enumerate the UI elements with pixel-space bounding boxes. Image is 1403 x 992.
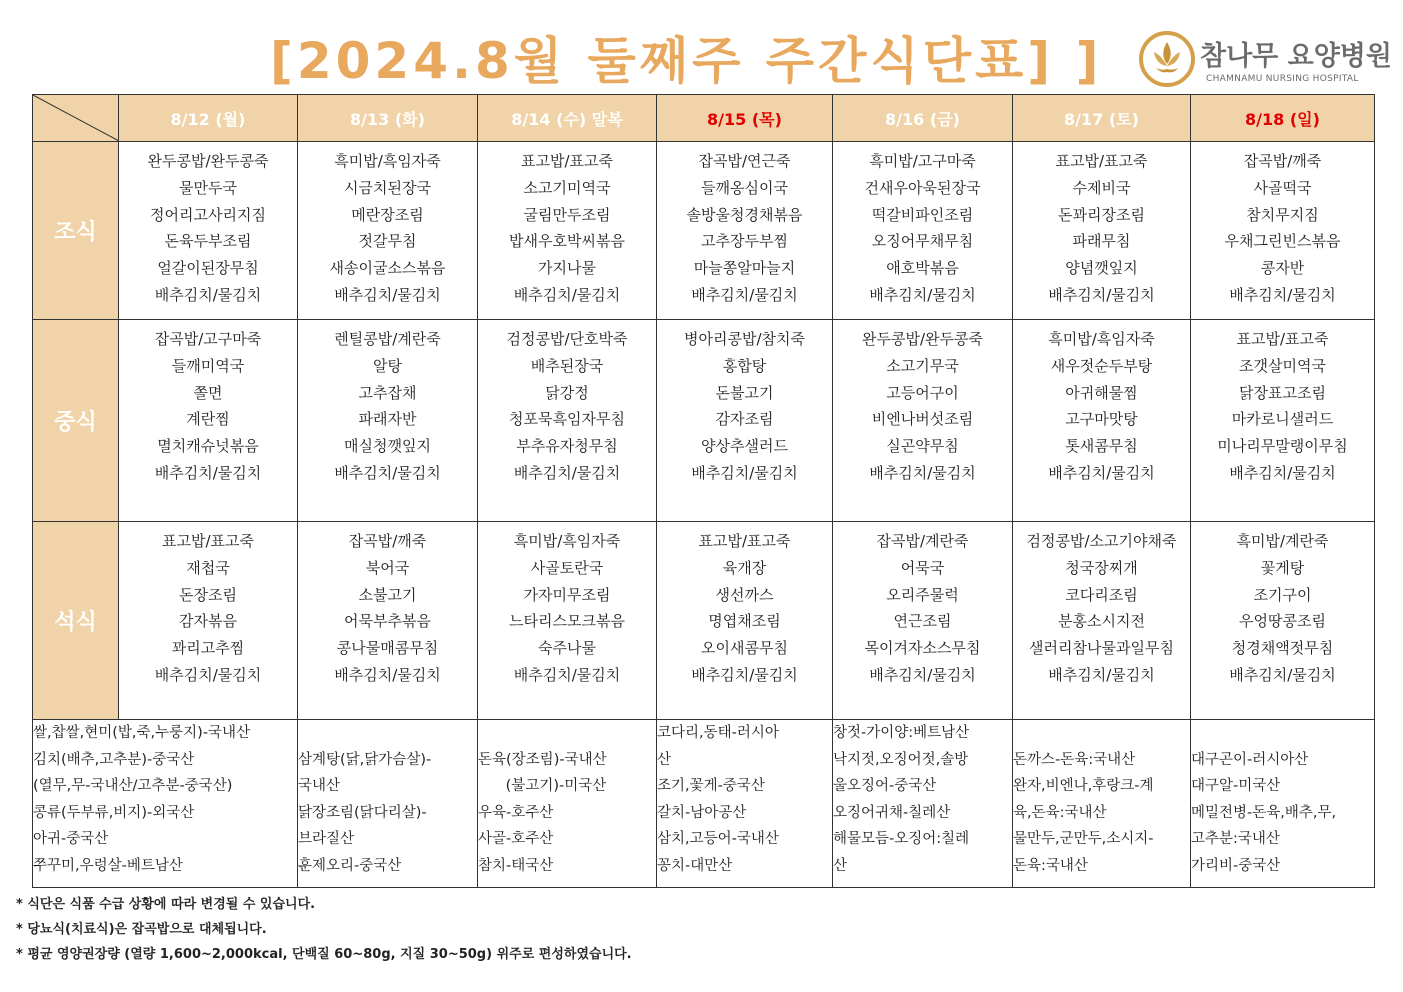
meal-row: [33, 142, 1375, 320]
menu-item: 병아리콩밥/참치죽: [684, 330, 805, 348]
origin-line: 산: [833, 857, 848, 874]
menu-item: 어묵국: [900, 558, 945, 577]
weekly-menu-table: [32, 94, 1375, 888]
menu-item: 표고밥/표고죽: [162, 532, 254, 550]
menu-cell: [833, 320, 1013, 522]
menu-item: 멸치캐슈넛볶음: [157, 437, 259, 456]
menu-item: 꽈리고추찜: [171, 639, 245, 658]
origin-line: 코다리,동태-러시아: [657, 725, 779, 741]
menu-item: 오이새콤무침: [701, 639, 788, 658]
menu-item: 분홍소시지전: [1058, 612, 1145, 631]
corner-cell: [33, 95, 119, 142]
day-header: 8/18 (일): [1191, 95, 1375, 142]
menu-item: 표고밥/표고죽: [1236, 330, 1329, 348]
meal-label: 조식: [33, 142, 119, 320]
origin-line: 육,돈육:국내산: [1013, 804, 1107, 821]
menu-item: 가지나물: [538, 259, 596, 278]
menu-item: 잡곡밥/계란죽: [876, 532, 969, 550]
menu-item: 닭강정: [545, 383, 589, 402]
menu-item: 가자미무조림: [523, 585, 611, 604]
menu-item: 톳새콤무침: [1065, 437, 1138, 456]
origin-line: 대구알-미국산: [1191, 778, 1281, 794]
menu-cell: [298, 522, 478, 720]
day-header-row: [33, 95, 1375, 142]
menu-item: 참치무지짐: [1246, 205, 1319, 224]
menu-item: 닭장표고조림: [1239, 383, 1326, 402]
day-header: 8/12 (월): [119, 95, 298, 142]
menu-item: 검정콩밥/단호박죽: [506, 330, 628, 348]
menu-item: 배추김치/물김치: [334, 665, 441, 684]
menu-item: 배추김치/물김치: [513, 463, 621, 482]
origin-line: 참치-태국산: [478, 857, 554, 874]
menu-item: 밥새우호박씨볶음: [509, 232, 625, 251]
origin-line: 돈육:국내산: [1013, 857, 1088, 874]
menu-item: 배추김치/물김치: [334, 463, 441, 482]
menu-item: 표고밥/표고죽: [521, 152, 613, 170]
origin-line: 고추분:국내산: [1191, 831, 1280, 847]
note-line: * 식단은 식품 수급 상황에 따라 변경될 수 있습니다.: [16, 897, 316, 912]
menu-item: 들깨미역국: [171, 356, 245, 375]
menu-item: 샐러리참나물과일무침: [1029, 639, 1174, 658]
menu-item: 배추김치/물김치: [334, 285, 441, 304]
day-header: 8/16 (금): [833, 95, 1013, 142]
menu-item: 새우젓순두부탕: [1050, 356, 1153, 375]
menu-item: 우채그린빈스볶음: [1224, 232, 1341, 251]
menu-item: 생선까스: [715, 585, 774, 604]
menu-cell: [657, 142, 833, 320]
origin-line: 대구곤이-러시아산: [1191, 751, 1309, 768]
menu-item: 홍합탕: [722, 356, 767, 375]
menu-cell: [1191, 522, 1375, 720]
menu-item: 배추된장국: [530, 356, 604, 375]
menu-item: 배추김치/물김치: [1048, 285, 1155, 304]
menu-item: 배추김치/물김치: [691, 665, 798, 684]
menu-item: 메란장조림: [351, 205, 424, 224]
menu-item: 육개장: [722, 558, 767, 577]
menu-item: 명엽채조림: [708, 612, 781, 631]
origin-line: 창젓-가이양:베트남산: [833, 725, 970, 741]
oak-leaf-logo-icon: [1138, 30, 1196, 88]
menu-item: 양상추샐러드: [701, 437, 788, 456]
menu-item: 배추김치/물김치: [513, 665, 621, 684]
menu-item: 조갯살미역국: [1239, 356, 1326, 375]
menu-item: 고등어구이: [886, 383, 959, 402]
origin-line: 삼계탕(닭,닭가슴살)-: [298, 751, 432, 768]
menu-item: 정어리고사리지짐: [150, 205, 266, 224]
menu-item: 부추유자청무침: [516, 437, 618, 456]
origin-line: 돈육(장조림)-국내산: [478, 751, 607, 768]
menu-item: 고구마맛탕: [1065, 410, 1138, 429]
menu-item: 감자조림: [715, 410, 774, 429]
menu-item: 배추김치/물김치: [154, 463, 262, 482]
origin-line: 조기,꽃게-중국산: [657, 778, 765, 794]
origin-line: 훈제오리-중국산: [298, 857, 402, 874]
menu-item: 굴림만두조림: [523, 205, 611, 224]
menu-item: 숙주나물: [538, 639, 596, 658]
meal-label: 중식: [33, 320, 119, 522]
menu-item: 아귀해물찜: [1065, 383, 1138, 402]
menu-item: 들깨옹심이국: [701, 178, 788, 197]
menu-item: 느타리스모크볶음: [509, 612, 625, 631]
menu-item: 조기구이: [1253, 585, 1312, 604]
menu-item: 매실청깻잎지: [344, 437, 431, 456]
menu-item: 배추김치/물김치: [869, 285, 976, 304]
menu-item: 파래무침: [1072, 232, 1131, 251]
menu-item: 물만두국: [179, 178, 237, 197]
menu-cell: [478, 142, 657, 320]
menu-item: 알탕: [373, 356, 402, 375]
menu-item: 흑미밥/계란죽: [1236, 532, 1329, 550]
menu-item: 떡갈비파인조림: [871, 205, 974, 224]
menu-item: 젓갈무침: [358, 232, 417, 251]
hospital-subtitle: CHAMNAMU NURSING HOSPITAL: [1206, 74, 1359, 84]
menu-item: 마늘쫑알마늘지: [693, 259, 796, 278]
meal-row: [33, 522, 1375, 720]
menu-item: 배추김치/물김치: [869, 665, 976, 684]
menu-item: 솔방울청경채볶음: [686, 205, 803, 224]
origin-line: 오징어귀채-칠레산: [833, 804, 951, 821]
menu-item: 목이겨자소스무침: [864, 639, 981, 658]
menu-item: 콩나물매콤무침: [336, 639, 439, 658]
menu-cell: [478, 522, 657, 720]
menu-item: 잡곡밥/고구마죽: [154, 330, 262, 348]
origin-line: 우육-호주산: [478, 804, 554, 821]
menu-cell: [657, 320, 833, 522]
origin-line: 물만두,군만두,소시지-: [1013, 831, 1154, 847]
menu-item: 흑미밥/흑임자죽: [334, 152, 441, 170]
menu-item: 어묵부추볶음: [344, 612, 431, 631]
origin-cell: [1013, 720, 1191, 888]
menu-item: 배추김치/물김치: [869, 463, 976, 482]
meal-row: [33, 320, 1375, 522]
menu-cell: [119, 320, 298, 522]
menu-cell: [1191, 320, 1375, 522]
menu-item: 재첩국: [186, 558, 230, 577]
origin-line: (열무,무-국내산/고추분-중국산): [33, 778, 233, 794]
menu-item: 오징어무채무침: [871, 232, 974, 251]
menu-item: 오리주물럭: [886, 585, 959, 604]
note-line: * 평균 영양권장량 (열량 1,600~2,000kcal, 단백질 60~80g, 지질 30~50g) 위주로 편성하였습니다.: [16, 947, 632, 962]
menu-item: 파래자반: [358, 410, 417, 429]
menu-item: 배추김치/물김치: [1229, 463, 1336, 482]
menu-item: 잡곡밥/깨죽: [1243, 152, 1322, 170]
menu-item: 사골떡국: [1253, 178, 1312, 197]
menu-item: 감자볶음: [179, 612, 237, 631]
menu-item: 돈장조림: [179, 585, 237, 604]
menu-item: 흑미밥/흑임자죽: [513, 532, 621, 550]
menu-item: 북어국: [365, 558, 410, 577]
menu-item: 수제비국: [1072, 178, 1131, 197]
origin-line: 가리비-중국산: [1191, 857, 1281, 874]
menu-item: 쫄면: [193, 383, 223, 402]
diagonal-line: [33, 95, 119, 141]
origin-line: 울오징어-중국산: [833, 778, 937, 794]
origin-line: 완자,비엔나,후랑크-계: [1013, 778, 1154, 794]
origin-line: 닭장조림(닭다리살)-: [298, 804, 427, 821]
origin-line: [298, 720, 477, 747]
origin-cell: [478, 720, 657, 888]
menu-item: 흑미밥/고구마죽: [869, 152, 976, 170]
menu-cell: [478, 320, 657, 522]
menu-item: 배추김치/물김치: [1229, 665, 1336, 684]
menu-item: 흑미밥/흑임자죽: [1048, 330, 1155, 348]
menu-item: 배추김치/물김치: [154, 665, 262, 684]
menu-item: 완두콩밥/완두콩죽: [862, 330, 983, 348]
menu-item: 우엉땅콩조림: [1239, 612, 1326, 631]
menu-cell: [1013, 522, 1191, 720]
menu-cell: [1013, 320, 1191, 522]
menu-item: 얼갈이된장무침: [157, 259, 259, 278]
menu-cell: [833, 522, 1013, 720]
menu-item: 사골토란국: [530, 558, 604, 577]
menu-item: 새송이굴소스볶음: [329, 259, 446, 278]
origin-cell: [298, 720, 478, 888]
origin-line: 해물모듬-오징어:칠레: [833, 831, 970, 847]
menu-item: 코다리조림: [1065, 585, 1138, 604]
menu-item: 돈꽈리장조림: [1058, 205, 1145, 224]
menu-item: 배추김치/물김치: [1229, 285, 1336, 304]
hospital-name: 참나무 요양병원: [1200, 41, 1392, 72]
menu-item: 표고밥/표고죽: [1055, 152, 1148, 170]
menu-item: 돈육두부조림: [164, 232, 252, 251]
menu-item: 양념깻잎지: [1065, 259, 1138, 278]
menu-item: 미나리무말랭이무침: [1217, 437, 1348, 456]
menu-item: 배추김치/물김치: [691, 463, 798, 482]
menu-item: 소불고기: [358, 585, 417, 604]
menu-cell: [657, 522, 833, 720]
menu-item: 돈불고기: [715, 383, 774, 402]
origin-line: 꽁치-대만산: [657, 857, 733, 874]
day-header: 8/13 (화): [298, 95, 478, 142]
menu-item: 청경채액젓무침: [1231, 639, 1334, 658]
menu-item: 콩자반: [1260, 259, 1305, 278]
notes: [16, 892, 632, 967]
day-header: 8/15 (목): [657, 95, 833, 142]
menu-item: 시금치된장국: [344, 178, 431, 197]
origin-line: 사골-호주산: [478, 831, 554, 847]
origin-cell: [833, 720, 1013, 888]
origin-line: 김치(배추,고추분)-중국산: [33, 751, 195, 768]
origin-cell: [657, 720, 833, 888]
menu-item: 배추김치/물김치: [513, 285, 621, 304]
origin-line: [478, 720, 656, 747]
menu-item: 잡곡밥/깨죽: [348, 532, 427, 550]
menu-item: 잡곡밥/연근죽: [698, 152, 791, 170]
origin-line: 산: [657, 751, 672, 768]
origin-line: 쌀,찹쌀,현미(밥,죽,누룽지)-국내산: [33, 725, 251, 741]
menu-item: 표고밥/표고죽: [698, 532, 791, 550]
menu-item: 계란찜: [186, 410, 230, 429]
menu-item: 실곤약무침: [886, 437, 959, 456]
origin-cell: [33, 720, 298, 888]
menu-item: 고추장두부찜: [701, 232, 788, 251]
origin-line: [1191, 720, 1374, 747]
origin-row: [33, 720, 1375, 888]
origin-line: 쭈꾸미,우렁살-베트남산: [33, 857, 183, 874]
menu-item: 연근조림: [893, 612, 952, 631]
menu-item: 배추김치/물김치: [1048, 665, 1155, 684]
origin-line: 콩류(두부류,비지)-외국산: [33, 804, 195, 821]
note-line: * 당뇨식(치료식)은 잡곡밥으로 대체됩니다.: [16, 922, 267, 937]
menu-item: 애호박볶음: [886, 259, 959, 278]
origin-line: 갈치-남아공산: [657, 804, 747, 821]
origin-cell: [1191, 720, 1375, 888]
menu-item: 마카로니샐러드: [1231, 410, 1334, 429]
menu-cell: [119, 522, 298, 720]
menu-cell: [298, 142, 478, 320]
hospital-logo: [1138, 30, 1392, 92]
menu-cell: [833, 142, 1013, 320]
menu-item: 건새우아욱된장국: [864, 178, 981, 197]
origin-line: 낙지젓,오징어젓,솔방: [833, 751, 969, 768]
menu-cell: [1191, 142, 1375, 320]
origin-line: 삼치,고등어-국내산: [657, 831, 779, 847]
menu-cell: [119, 142, 298, 320]
menu-item: 고추잡채: [358, 383, 417, 402]
menu-item: 비엔나버섯조림: [871, 410, 974, 429]
menu-item: 꽃게탕: [1260, 558, 1305, 577]
origin-line: 돈까스-돈육:국내산: [1013, 751, 1136, 768]
menu-item: 배추김치/물김치: [1048, 463, 1155, 482]
menu-item: 청국장찌개: [1065, 558, 1138, 577]
origin-line: 브라질산: [298, 831, 355, 847]
menu-item: 소고기무국: [886, 356, 959, 375]
menu-item: 검정콩밥/소고기야채죽: [1026, 532, 1177, 550]
menu-item: 렌틸콩밥/계란죽: [334, 330, 441, 348]
origin-line: [1013, 720, 1190, 747]
origin-line: 국내산: [298, 778, 341, 794]
day-header: 8/14 (수) 말복: [478, 95, 657, 142]
day-header: 8/17 (토): [1013, 95, 1191, 142]
meal-label: 석식: [33, 522, 119, 720]
menu-item: 배추김치/물김치: [154, 285, 262, 304]
menu-item: 배추김치/물김치: [691, 285, 798, 304]
menu-item: 청포묵흑임자무침: [509, 410, 625, 429]
page-title: [2024.8월 둘째주 주간식단표] ]: [270, 32, 1103, 90]
menu-cell: [1013, 142, 1191, 320]
menu-cell: [298, 320, 478, 522]
origin-line: (불고기)-미국산: [478, 778, 607, 794]
origin-line: 아귀-중국산: [33, 831, 109, 847]
origin-line: 메밀전병-돈육,배추,무,: [1191, 804, 1337, 821]
menu-item: 소고기미역국: [523, 178, 611, 197]
menu-item: 완두콩밥/완두콩죽: [147, 152, 269, 170]
